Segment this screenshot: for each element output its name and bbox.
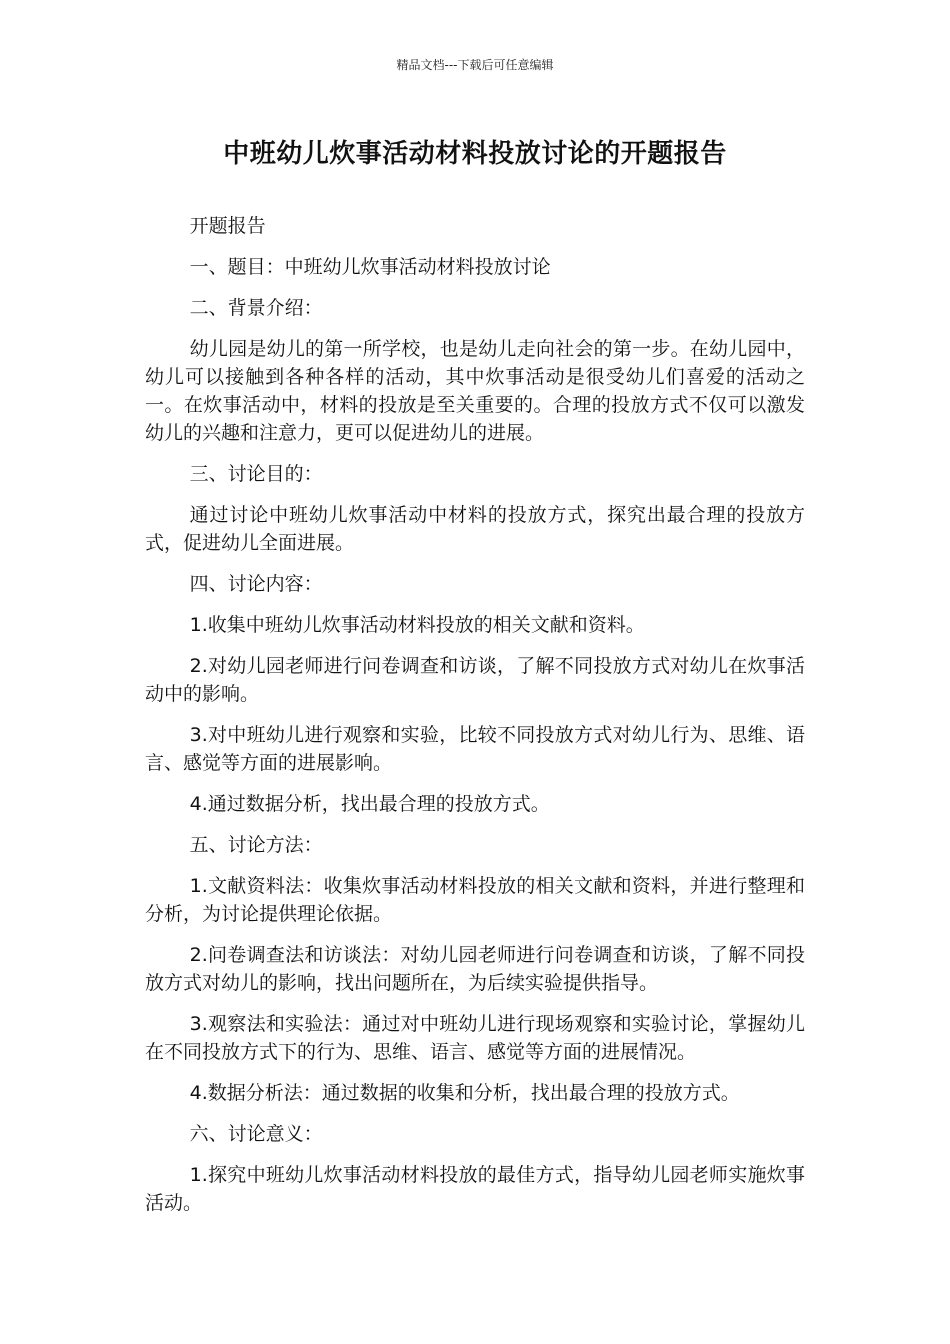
significance-item-1: 1.探究中班幼儿炊事活动材料投放的最佳方式，指导幼儿园老师实施炊事活动。 [145,1164,805,1214]
heading-background: 二、背景介绍： [189,297,323,319]
heading-significance: 六、讨论意义： [189,1123,323,1145]
method-item-1: 1.文献资料法：收集炊事活动材料投放的相关文献和资料，并进行整理和分析，为讨论提供理论依据。 [145,875,805,925]
content-item-4: 4.通过数据分析，找出最合理的投放方式。 [189,793,550,815]
paragraph-topic: 一、题目：中班幼儿炊事活动材料投放讨论 [189,256,551,278]
content-item-2: 2.对幼儿园老师进行问卷调查和访谈，了解不同投放方式对幼儿在炊事活动中的影响。 [145,655,805,705]
method-item-3: 3.观察法和实验法：通过对中班幼儿进行现场观察和实验讨论，掌握幼儿在不同投放方式下的行为、思维、语言、感觉等方面的进展情况。 [145,1013,805,1063]
paragraph-background: 幼儿园是幼儿的第一所学校，也是幼儿走向社会的第一步。在幼儿园中，幼儿可以接触到各种各样的活动，其中炊事活动是很受幼儿们喜爱的活动之一。在炊事活动中，材料的投放是至关重要的。合理的投放方式不仅可以激发幼儿的兴趣和注意力，更可以促进幼儿的进展。 [145,338,805,444]
document-body [145,212,805,1230]
content-item-1: 1.收集中班幼儿炊事活动材料投放的相关文献和资料。 [189,614,645,636]
heading-purpose: 三、讨论目的： [189,463,323,485]
content-item-3: 3.对中班幼儿进行观察和实验，比较不同投放方式对幼儿行为、思维、语言、感觉等方面的进展影响。 [145,724,805,774]
paragraph-purpose: 通过讨论中班幼儿炊事活动中材料的投放方式，探究出最合理的投放方式，促进幼儿全面进展。 [145,504,805,554]
method-item-2: 2.问卷调查法和访谈法：对幼儿园老师进行问卷调查和访谈，了解不同投放方式对幼儿的影响，找出问题所在，为后续实验提供指导。 [145,944,805,994]
heading-methods: 五、讨论方法： [189,834,323,856]
method-item-4: 4.数据分析法：通过数据的收集和分析，找出最合理的投放方式。 [189,1082,740,1104]
page-header-watermark: 精品文档---下载后可任意编辑 [396,58,554,72]
paragraph-report-label: 开题报告 [189,215,266,237]
document-title: 中班幼儿炊事活动材料投放讨论的开题报告 [223,139,727,169]
heading-content: 四、讨论内容： [189,573,323,595]
